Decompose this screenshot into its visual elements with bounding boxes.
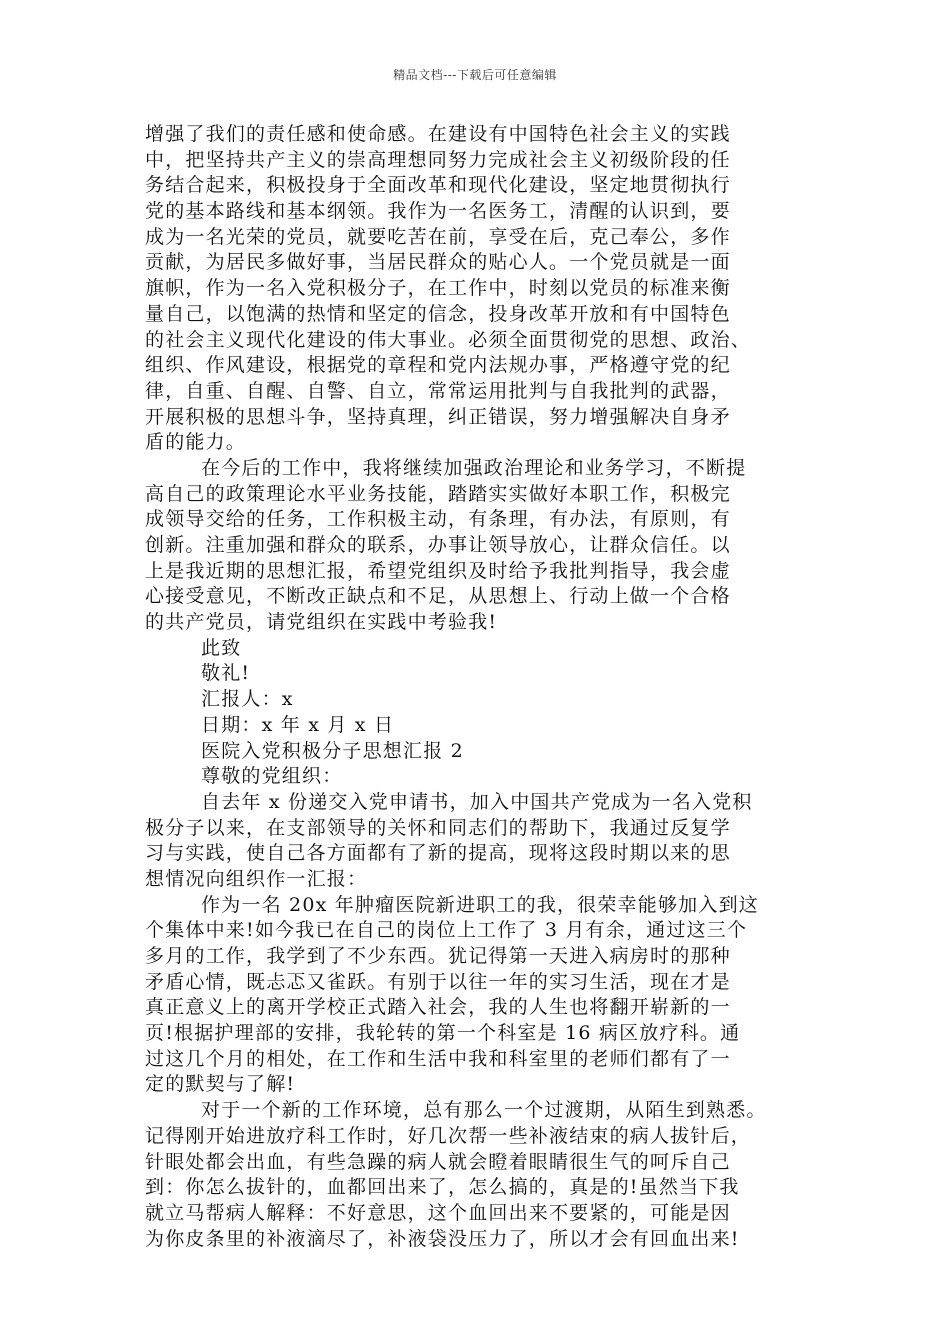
- text-line: 创新。注重加强和群众的联系，办事让领导放心，让群众信任。以: [145, 534, 731, 556]
- text-line: 真正意义上的离开学校正式踏入社会，我的人生也将翻开崭新的一: [145, 996, 731, 1019]
- document-body: [145, 122, 810, 1252]
- text-line: 贡献，为居民多做好事，当居民群众的贴心人。一个党员就是一面: [145, 251, 731, 274]
- text-line: 此致: [201, 636, 242, 659]
- text-line: 尊敬的党组织：: [201, 765, 343, 788]
- text-line: 个集体中来!如今我已在自己的岗位上工作了 3 月有余，通过这三个: [145, 919, 748, 942]
- text-line: 对于一个新的工作环境，总有那么一个过渡期，从陌生到熟悉。: [201, 1099, 767, 1122]
- text-line: 律，自重、自醒、自警、自立，常常运用批判与自我批判的武器，: [145, 379, 731, 402]
- page-header: 精品文档---下载后可任意编辑: [393, 68, 557, 82]
- text-line: 矛盾心情，既忐忑又雀跃。有别于以往一年的实习生活，现在才是: [145, 970, 731, 993]
- text-line: 汇报人：x: [201, 688, 294, 711]
- text-line: 想情况向组织作一汇报：: [145, 867, 368, 890]
- text-line: 就立马帮病人解释：不好意思，这个血回出来不要紧的，可能是因: [145, 1201, 731, 1224]
- text-line: 极分子以来，在支部领导的关怀和同志们的帮助下，我通过反复学: [145, 816, 731, 839]
- text-line: 自去年 x 份递交入党申请书，加入中国共产党成为一名入党积: [201, 790, 753, 813]
- text-line: 的社会主义现代化建设的伟大事业。必须全面贯彻党的思想、政治、: [145, 328, 752, 351]
- text-line: 高自己的政策理论水平业务技能，踏踏实实做好本职工作，积极完: [145, 482, 731, 505]
- text-line: 的共产党员，请党组织在实践中考验我!: [145, 611, 498, 634]
- text-line: 习与实践，使自己各方面都有了新的提高，现将这段时期以来的思: [145, 842, 731, 865]
- text-line: 页!根据护理部的安排，我轮转的第一个科室是 16 病区放疗科。通: [145, 1022, 741, 1045]
- text-line: 为你皮条里的补液滴尽了，补液袋没压力了，所以才会有回血出来!: [145, 1227, 740, 1250]
- text-line: 多月的工作，我学到了不少东西。犹记得第一天进入病房时的那种: [145, 945, 731, 967]
- text-line: 到：你怎么拔针的，血都回出来了，怎么搞的，真是的!虽然当下我: [145, 1176, 740, 1199]
- text-line: 敬礼!: [201, 662, 251, 685]
- text-line: 成领导交给的任务，工作积极主动，有条理，有办法，有原则，有: [145, 508, 731, 531]
- text-line: 过这几个月的相处，在工作和生活中我和科室里的老师们都有了一: [145, 1047, 731, 1070]
- text-line: 在今后的工作中，我将继续加强政治理论和业务学习，不断提: [201, 456, 747, 479]
- text-line: 日期：x 年 x 月 x 日: [201, 713, 395, 736]
- text-line: 盾的能力。: [145, 431, 247, 454]
- text-line: 旗帜，作为一名入党积极分子，在工作中，时刻以党员的标准来衡: [145, 277, 731, 300]
- text-line: 心接受意见，不断改正缺点和不足，从思想上、行动上做一个合格: [145, 585, 731, 608]
- text-line: 定的默契与了解!: [145, 1073, 296, 1096]
- text-line: 中，把坚持共产主义的崇高理想同努力完成社会主义初级阶段的任: [145, 148, 731, 171]
- text-line: 增强了我们的责任感和使命感。在建设有中国特色社会主义的实践: [145, 123, 731, 145]
- text-line: 务结合起来，积极投身于全面改革和现代化建设，坚定地贯彻执行: [145, 174, 731, 197]
- text-line: 作为一名 20x 年肿瘤医院新进职工的我，很荣幸能够加入到这: [201, 893, 759, 916]
- text-line: 量自己，以饱满的热情和坚定的信念，投身改革开放和有中国特色: [145, 302, 731, 325]
- text-line: 医院入党积极分子思想汇报 2: [201, 739, 464, 762]
- text-line: 成为一名光荣的党员，就要吃苦在前，享受在后，克己奉公，多作: [145, 225, 731, 248]
- text-line: 上是我近期的思想汇报，希望党组织及时给予我批判指导，我会虚: [145, 559, 731, 582]
- text-line: 党的基本路线和基本纲领。我作为一名医务工，清醒的认识到，要: [145, 200, 731, 223]
- text-line: 组织、作风建设，根据党的章程和党内法规办事，严格遵守党的纪: [145, 354, 731, 377]
- text-line: 记得刚开始进放疗科工作时，好几次帮一些补液结束的病人拔针后，: [145, 1124, 752, 1147]
- text-line: 开展积极的思想斗争，坚持真理，纠正错误，努力增强解决自身矛: [145, 405, 731, 428]
- text-line: 针眼处都会出血，有些急躁的病人就会瞪着眼睛很生气的呵斥自己: [145, 1150, 731, 1173]
